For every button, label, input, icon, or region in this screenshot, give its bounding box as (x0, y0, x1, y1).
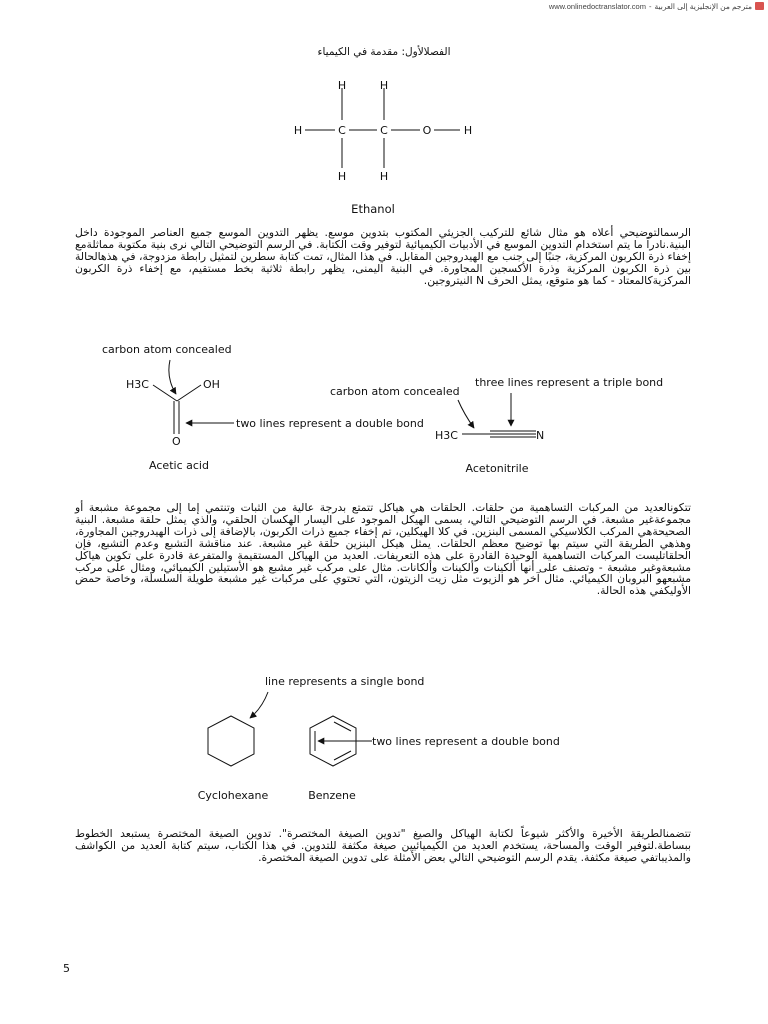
bond-ch3-c (153, 385, 177, 401)
atom-o: O (422, 124, 432, 137)
bond-c-oh (177, 385, 201, 401)
benzene-inner-bond-2 (334, 751, 351, 760)
cyclohexane-ring (208, 716, 254, 766)
concealed-arrow-right (458, 400, 474, 428)
watermark-separator: - (648, 1, 652, 11)
page-number: 5 (63, 962, 70, 975)
concealed-arrow-left (169, 360, 176, 394)
acetonitrile-group-h3c: H3C (435, 429, 458, 442)
acetic-acetonitrile-figure (90, 338, 690, 483)
paragraph-2: تتكونالعديد من المركبات التساهمية من حلقات. الحلقات هي هياكل تتمتع بدرجة عالية من الثبات وتنتمي إما إلى مجموعة مشبعة أو مجموعةغير مشبعة. في الرسم التوضيحي التالي، يسمى الهيكل الموجود على اليسار الهكسان الحلقي، والذي يمثل حلقة مشبعة. البنية الصحيحةهي المركب الكلاسيكي المسمى البنزين. في كلا الهيكلين، تم إخفاء جميع ذرات الكربون، بالإضافة إلى ذرات الهيدروجين المجاورة، وهذهي الطريقة التي سيتم بها توضيح معظم الحلقات. يمثل هيكل البنزين حلقة غير مشبعة. عند مناقشة التشبع وعدم التشبع، فإن الحلقاتليست المركبات التساهمية الوحيدة القادرة على هذه التعريفات. العديد من الهياكل المستقيمة والمتفرعة قادرة على تكوين هياكل مشبعةوغير مشبعة - وتصنف على أنها ألكينات وألكينات وألكانات. مثال على مركب غير مشبع هو الأستيلين الكيميائي، ومثال على مركب مشبعهو البروبان الكيميائي. مثال آخر هو الزيوت مثل زيت الزيتون، التي تحتوي على مركبات غير مشبعة طويلة السلسلة، وخاصة حمض الأوليكفي هذه الحالة. (75, 501, 691, 598)
watermark-site: www.onlinedoctranslator.com (548, 1, 646, 11)
annotation-double-bond: two lines represent a double bond (372, 735, 560, 748)
acetonitrile-caption: Acetonitrile (465, 462, 529, 475)
atom-h-right: H (463, 124, 473, 137)
single-bond-arrow (250, 692, 268, 718)
acetonitrile-nitrogen: N (536, 429, 545, 442)
benzene-inner-bond-1 (334, 722, 351, 731)
acetic-oxygen: O (172, 435, 181, 448)
atom-h-top-left: H (337, 79, 347, 92)
acetonitrile-annotation-triple: three lines represent a triple bond (475, 376, 664, 389)
cyclohexane-benzene-figure (190, 670, 590, 810)
acetic-caption: Acetic acid (149, 459, 209, 472)
ethanol-figure (285, 70, 485, 220)
acetic-annotation-double: two lines represent a double bond (236, 417, 424, 430)
acetic-group-oh: OH (203, 378, 220, 391)
atom-h-bottom-left: H (337, 170, 347, 183)
paragraph-3: تتضمنالطريقة الأخيرة والأكثر شيوعاً لكتابة الهياكل والصيغ "تدوين الصيغة المختصرة". تدوين الصيغة المختصرة يستبعد الخطوط ببساطة.لتوفير الوقت والمساحة، يستخدم العديد من الكيميائيين صيغة مكثفة للتدوين. في هذا الكتاب، سيتم كتابة العديد من الكواشف والمذيباتفي صيغة مكثفة. يقدم الرسم التوضيحي التالي بعض الأمثلة على تدوين الصيغة المختصرة. (75, 827, 691, 864)
acetonitrile-bonds (462, 431, 536, 437)
annotation-single-bond: line represents a single bond (265, 675, 425, 688)
acetic-bonds (153, 385, 201, 434)
atom-c1: C (338, 124, 346, 137)
atom-h-top-right: H (379, 79, 389, 92)
acetic-group-h3c: H3C (126, 378, 149, 391)
benzene-caption: Benzene (308, 789, 356, 802)
cyclohexane-caption: Cyclohexane (197, 789, 269, 802)
atom-h-left: H (293, 124, 303, 137)
acetonitrile-annotation-concealed: carbon atom concealed (330, 385, 460, 398)
translator-watermark (549, 0, 764, 12)
translator-icon (755, 2, 764, 10)
acetic-annotation-concealed: carbon atom concealed (102, 343, 232, 356)
ethanol-caption: Ethanol (351, 202, 395, 216)
atom-h-bottom-right: H (379, 170, 389, 183)
watermark-label: مترجم من الإنجليزية إلى العربية (654, 1, 752, 11)
atom-c2: C (380, 124, 388, 137)
chapter-title: الفصلالأول: مقدمة في الكيمياء (317, 46, 451, 58)
paragraph-1: الرسمالتوضيحي أعلاه هو مثال شائع للتركيب الجزيئي المكتوب بتدوين موسع. يظهر التدوين الموسع جميع العناصر الموجودة داخل البنية.نادراً ما يتم استخدام التدوين الموسع في الأدبيات الكيميائية لتوفير وقت الكتابة. في الرسم التوضيحي التالي نرى بنية مكتوبة مماثلةمع إخفاء ذرة الكربون المركزية، جنبًا إلى جنب مع الهيدروجين المقابل. في هذا المثال، تمت كتابة سطرين لتمثيل رابطة مزدوجة، في هذهالحالة بين ذرة الكربون المركزية وذرة الأكسجين المجاورة. في البنية اليمنى، يظهر رابطة ثلاثية بخط مستقيم، مع إخفاء ذرة الكربون المركزيةكالمعتاد - كما هو متوقع، يمثل الحرف N النيتروجين. (75, 226, 691, 287)
